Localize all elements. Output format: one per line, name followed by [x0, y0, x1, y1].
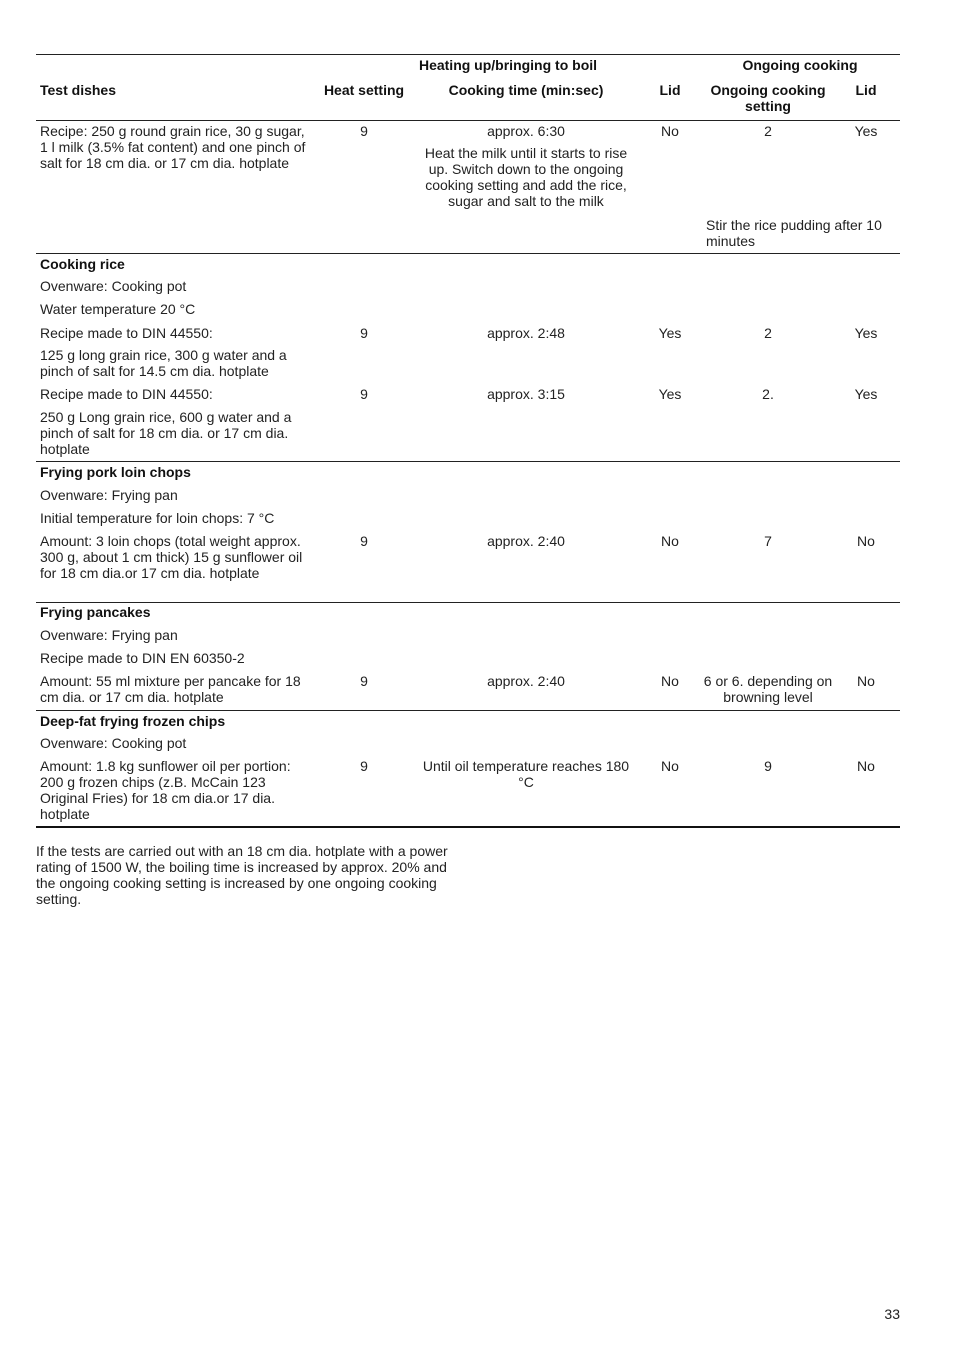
cooking-rice-recipe1-lid: Yes: [658, 325, 682, 341]
section-rule: [36, 710, 900, 711]
rice-pudding-time: approx. 6:30: [487, 123, 565, 139]
pork-chops-initial-temp: Initial temperature for loin chops: 7 °C: [40, 510, 275, 526]
pork-chops-title: Frying pork loin chops: [40, 464, 191, 480]
cooking-rice-recipe1-desc: 125 g long grain rice, 300 g water and a pinch of salt for 14.5 cm dia. hotplate: [40, 347, 287, 379]
cooking-rice-title: Cooking rice: [40, 256, 125, 272]
cooking-rice-ovenware: Ovenware: Cooking pot: [40, 278, 187, 294]
cooking-rice-recipe1-lid-2: Yes: [854, 325, 878, 341]
pancakes-title: Frying pancakes: [40, 604, 151, 620]
section-rule: [36, 461, 900, 462]
cooking-rice-recipe2-ongoing: 2.: [762, 386, 774, 402]
pork-chops-ongoing: 7: [764, 533, 772, 549]
pancakes-ovenware: Ovenware: Frying pan: [40, 627, 178, 643]
pancakes-recipe: Recipe made to DIN EN 60350-2: [40, 650, 245, 666]
pancakes-lid: No: [661, 673, 679, 689]
rice-pudding-heat: 9: [360, 123, 368, 139]
chips-heat: 9: [360, 758, 368, 774]
cooking-rice-recipe1-label: Recipe made to DIN 44550:: [40, 325, 213, 341]
cooking-rice-water-temp: Water temperature 20 °C: [40, 301, 196, 317]
table-top-rule: [36, 54, 900, 55]
chips-ongoing: 9: [764, 758, 772, 774]
header-ongoing-setting: Ongoing cooking setting: [710, 82, 826, 114]
chips-lid: No: [661, 758, 679, 774]
chips-title: Deep-fat frying frozen chips: [40, 713, 226, 729]
rice-pudding-stir-note: Stir the rice pudding after 10 minutes: [706, 217, 882, 249]
cooking-rice-recipe2-desc: 250 g Long grain rice, 600 g water and a pinch of salt for 18 cm dia. or 17 cm dia. hotplate: [40, 409, 292, 457]
header-lid: Lid: [659, 82, 681, 98]
cooking-rice-recipe1-ongoing: 2: [764, 325, 772, 341]
pork-chops-ovenware: Ovenware: Frying pan: [40, 487, 178, 503]
cooking-rice-recipe2-lid-2: Yes: [854, 386, 878, 402]
chips-lid-2: No: [857, 758, 875, 774]
rice-pudding-lid-2: Yes: [854, 123, 878, 139]
rice-pudding-ongoing: 2: [764, 123, 772, 139]
header-lid-2: Lid: [855, 82, 877, 98]
header-heating-group: Heating up/bringing to boil: [418, 57, 598, 73]
pork-chops-amount: Amount: 3 loin chops (total weight approx. 300 g, about 1 cm thick) 15 g sunflower oil for 18 cm dia.or 17 cm dia. hotplate: [40, 533, 303, 581]
chips-amount: Amount: 1.8 kg sunflower oil per portion: 200 g frozen chips (z.B. McCain 123 Original Fries) for 18 cm dia.or 17 dia. hotplate: [40, 758, 291, 822]
cooking-rice-recipe2-time: approx. 3:15: [487, 386, 565, 402]
chips-time: Until oil temperature reaches 180 °C: [422, 758, 630, 790]
pork-chops-lid: No: [661, 533, 679, 549]
pancakes-amount: Amount: 55 ml mixture per pancake for 18 cm dia. or 17 cm dia. hotplate: [40, 673, 301, 705]
pancakes-time: approx. 2:40: [487, 673, 565, 689]
pork-chops-time: approx. 2:40: [487, 533, 565, 549]
header-ongoing-group: Ongoing cooking: [742, 57, 858, 73]
header-cooking-time: Cooking time (min:sec): [448, 82, 604, 98]
table-bottom-rule: [36, 826, 900, 828]
page-number: 33: [884, 1306, 900, 1322]
pancakes-ongoing: 6 or 6. depending on browning level: [703, 673, 833, 705]
pancakes-heat: 9: [360, 673, 368, 689]
header-test-dishes: Test dishes: [40, 82, 116, 98]
cooking-rice-recipe2-label: Recipe made to DIN 44550:: [40, 386, 213, 402]
rice-pudding-lid: No: [661, 123, 679, 139]
cooking-rice-recipe1-heat: 9: [360, 325, 368, 341]
cooking-rice-recipe1-time: approx. 2:48: [487, 325, 565, 341]
rice-pudding-recipe: Recipe: 250 g round grain rice, 30 g sugar, 1 l milk (3.5% fat content) and one pinch of salt for 18 cm dia. or 17 cm dia. hotplate: [40, 123, 306, 171]
footnote: If the tests are carried out with an 18 cm dia. hotplate with a power rating of 1500 W, the boiling time is increased by approx. 20% and the ongoing cooking setting is increased by one ongoing cooking setting.: [36, 843, 448, 907]
header-heat-setting: Heat setting: [323, 82, 405, 98]
section-rule: [36, 253, 900, 254]
pork-chops-heat: 9: [360, 533, 368, 549]
header-bottom-rule: [36, 120, 900, 121]
section-rule: [36, 602, 900, 603]
cooking-rice-recipe2-heat: 9: [360, 386, 368, 402]
cooking-rice-recipe2-lid: Yes: [658, 386, 682, 402]
pork-chops-lid-2: No: [857, 533, 875, 549]
pancakes-lid-2: No: [857, 673, 875, 689]
chips-ovenware: Ovenware: Cooking pot: [40, 735, 187, 751]
rice-pudding-instructions: Heat the milk until it starts to rise up. Switch down to the ongoing cooking setting and add the rice, sugar and salt to the milk: [424, 145, 628, 209]
